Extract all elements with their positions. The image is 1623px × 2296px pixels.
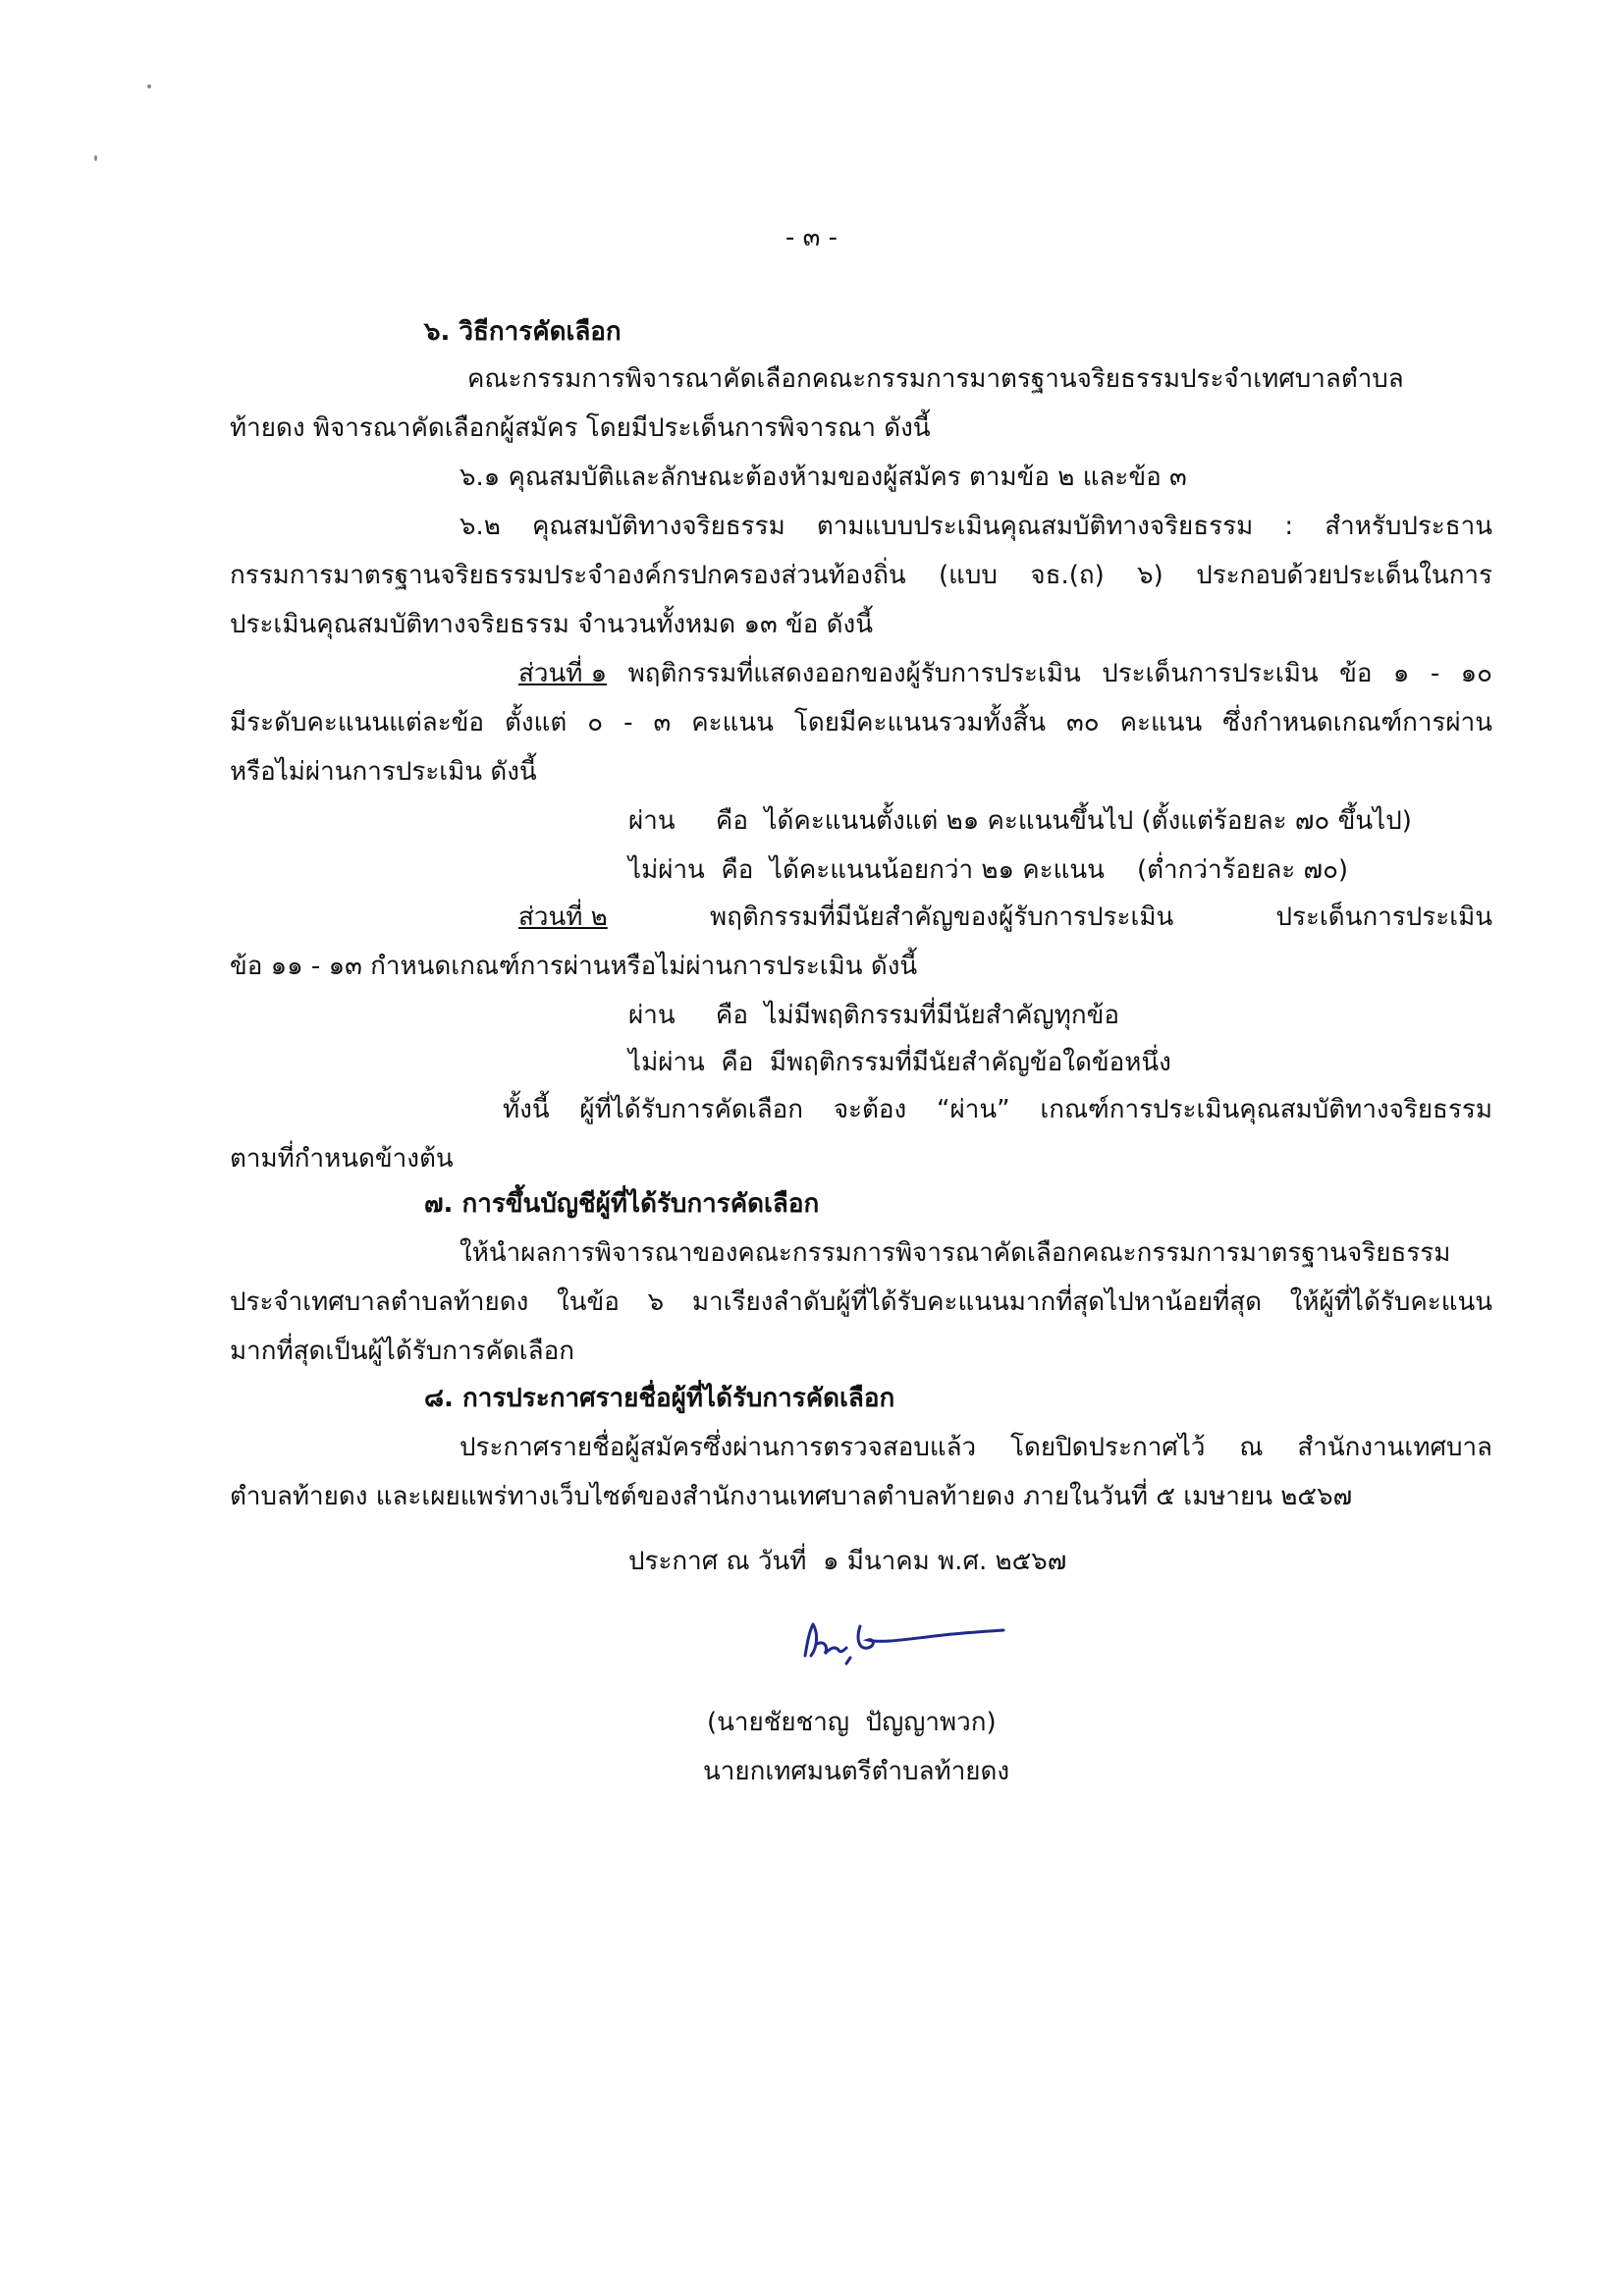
part-1-line: มีระดับคะแนนแต่ละข้อ ตั้งแต่ ๐ - ๓ คะแนน โดยมีคะแนนรวมทั้งสิ้น ๓๐ คะแนน ซึ่งกำหนดเกณฑ์การผ่าน [230,708,1492,738]
signature-image [795,1605,1011,1683]
section-7-heading: ๗. การขึ้นบัญชีผู้ที่ได้รับการคัดเลือก [424,1189,820,1219]
signer-title: นายกเทศมนตรีตำบลท้ายดง [703,1757,1010,1786]
part-1-label: ส่วนที่ ๑ [518,659,608,688]
part-1-line: หรือไม่ผ่านการประเมิน ดังนี้ [230,757,537,787]
section-6-conclusion: ทั้งนี้ ผู้ที่ได้รับการคัดเลือก จะต้อง “ผ่าน” เกณฑ์การประเมินคุณสมบัติทางจริยธรรม [503,1095,1492,1124]
section-8-heading: ๘. การประกาศรายชื่อผู้ที่ได้รับการคัดเลือก [424,1384,895,1413]
part-1-text: พฤติกรรมที่แสดงออกของผู้รับการประเมิน ประเด็นการประเมิน ข้อ ๑ - ๑๐ [607,659,1492,688]
announcement-date: ประกาศ ณ วันที่ ๑ มีนาคม พ.ศ. ๒๕๖๗ [628,1547,1067,1576]
item-6-2-line: ๖.๒ คุณสมบัติทางจริยธรรม ตามแบบประเมินคุณสมบัติทางจริยธรรม : สำหรับประธาน [460,512,1492,541]
section-8-line: ประกาศรายชื่อผู้สมัครซึ่งผ่านการตรวจสอบแล้ว โดยปิดประกาศไว้ ณ สำนักงานเทศบาล [460,1433,1492,1462]
signer-name: (นายชัยชาญ ปัญญาพวก) [707,1708,997,1737]
item-6-2-line: ประเมินคุณสมบัติทางจริยธรรม จำนวนทั้งหมด ๑๓ ข้อ ดังนี้ [230,610,874,639]
section-6-intro-line: คณะกรรมการพิจารณาคัดเลือกคณะกรรมการมาตรฐานจริยธรรมประจำเทศบาลตำบล [467,364,1404,394]
part-2-pass-criterion: ผ่าน คือ ไม่มีพฤติกรรมที่มีนัยสำคัญทุกข้อ [628,1001,1119,1030]
scan-speck [94,155,97,161]
part-2-label: ส่วนที่ ๒ [518,902,608,932]
part-1-fail-criterion: ไม่ผ่าน คือ ได้คะแนนน้อยกว่า ๒๑ คะแนน (ต่ำกว่าร้อยละ ๗๐) [628,855,1349,885]
part-2-fail-criterion: ไม่ผ่าน คือ มีพฤติกรรมที่มีนัยสำคัญข้อใดข้อหนึ่ง [628,1048,1171,1077]
scan-speck [147,84,151,88]
section-6-conclusion: ตามที่กำหนดข้างต้น [230,1144,454,1174]
section-7-line: ให้นำผลการพิจารณาของคณะกรรมการพิจารณาคัดเลือกคณะกรรมการมาตรฐานจริยธรรม [460,1238,1451,1268]
part-2-line: ข้อ ๑๑ - ๑๓ กำหนดเกณฑ์การผ่านหรือไม่ผ่านการประเมิน ดังนี้ [230,952,918,981]
section-7-line: มากที่สุดเป็นผู้ได้รับการคัดเลือก [230,1337,574,1366]
page-number: - ๓ - [784,223,839,252]
part-1-line [518,654,1492,693]
part-2-line [518,898,1492,937]
part-1-pass-criterion: ผ่าน คือ ได้คะแนนตั้งแต่ ๒๑ คะแนนขึ้นไป (ตั้งแต่ร้อยละ ๗๐ ขึ้นไป) [628,806,1412,836]
item-6-1: ๖.๑ คุณสมบัติและลักษณะต้องห้ามของผู้สมัคร ตามข้อ ๒ และข้อ ๓ [460,463,1187,492]
section-6-heading: ๖. วิธีการคัดเลือก [424,317,622,347]
section-8-line: ตำบลท้ายดง และเผยแพร่ทางเว็บไซต์ของสำนักงานเทศบาลตำบลท้ายดง ภายในวันที่ ๕ เมษายน ๒๕๖๗ [230,1482,1353,1511]
section-6-intro-line: ท้ายดง พิจารณาคัดเลือกผู้สมัคร โดยมีประเด็นการพิจารณา ดังนี้ [230,413,931,443]
item-6-2-line: กรรมการมาตรฐานจริยธรรมประจำองค์กรปกครองส่วนท้องถิ่น (แบบ จธ.(ถ) ๖) ประกอบด้วยประเด็นในการ [230,561,1492,590]
part-2-text: พฤติกรรมที่มีนัยสำคัญของผู้รับการประเมิน ประเด็นการประเมิน [607,902,1492,932]
section-7-line: ประจำเทศบาลตำบลท้ายดง ในข้อ ๖ มาเรียงลำดับผู้ที่ได้รับคะแนนมากที่สุดไปหาน้อยที่สุด ให้ผู้ที่ได้รับคะแนน [230,1287,1492,1317]
